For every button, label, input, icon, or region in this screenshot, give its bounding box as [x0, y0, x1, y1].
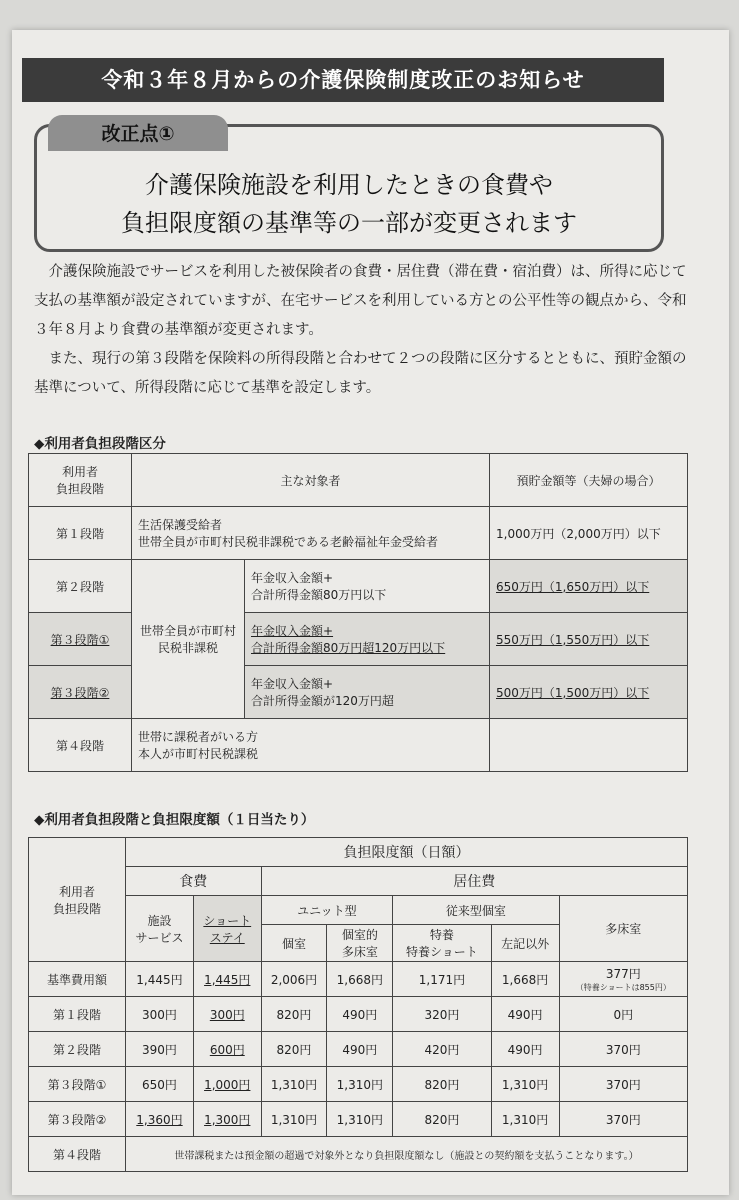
savings-cell: 500万円（1,500万円）以下 [490, 666, 688, 719]
level-cell: 第３段階② [29, 1102, 126, 1137]
table-row [29, 1067, 688, 1102]
value-cell: 1,310円 [491, 1102, 559, 1137]
level-cell: 第３段階② [29, 666, 132, 719]
header-limit: 負担限度額（日額） [126, 838, 688, 867]
value-cell: 490円 [327, 1032, 393, 1067]
header-other: 左記以外 [491, 925, 559, 962]
value-cell: 300円 [126, 997, 194, 1032]
target-cell: 年金収入金額+ 合計所得金額が120万円超 [245, 666, 490, 719]
value-cell: 820円 [393, 1102, 491, 1137]
value-cell: 320円 [393, 997, 491, 1032]
level-cell: 第２段階 [29, 1032, 126, 1067]
value-cell: 0円 [559, 997, 687, 1032]
header-food: 食費 [126, 867, 262, 896]
section-heading-1: ◆利用者負担段階区分 [34, 436, 166, 452]
value-cell: 490円 [491, 997, 559, 1032]
table-row [29, 719, 688, 772]
savings-cell [490, 719, 688, 772]
table-row [29, 613, 688, 666]
value-cell: 1,310円 [327, 1102, 393, 1137]
value-cell: 1,310円 [327, 1067, 393, 1102]
header-private: 個室 [261, 925, 327, 962]
intro-text [34, 258, 690, 403]
header-level: 利用者 負担段階 [29, 454, 132, 507]
value-cell: 1,445円 [126, 962, 194, 997]
multi-value: 377円 [605, 967, 641, 981]
value-cell: 420円 [393, 1032, 491, 1067]
header-tokuyo: 特養 特養ショート [393, 925, 491, 962]
intro-paragraph-1: 介護保険施設でサービスを利用した被保険者の食費・居住費（滞在費・宿泊費）は、所得に応じて支払の基準額が設定されていますが、在宅サービスを利用している方との公平性等の観点から、令和３年８月より食費の基準額が変更されます。 [34, 264, 687, 338]
table-row [29, 666, 688, 719]
savings-cell: 550万円（1,550万円）以下 [490, 613, 688, 666]
table-row [29, 507, 688, 560]
table-row [29, 1137, 688, 1172]
table-row [29, 1102, 688, 1137]
savings-cell: 1,000万円（2,000万円）以下 [490, 507, 688, 560]
header-short-stay: ショート ステイ [193, 896, 261, 962]
value-cell: 820円 [261, 1032, 327, 1067]
table-row [29, 997, 688, 1032]
level-cell: 第１段階 [29, 507, 132, 560]
value-cell: 1,000円 [193, 1067, 261, 1102]
value-cell: 490円 [327, 997, 393, 1032]
value-cell: 1,310円 [261, 1067, 327, 1102]
value-cell: 300円 [193, 997, 261, 1032]
value-cell: 1,445円 [193, 962, 261, 997]
header-facility: 施設 サービス [126, 896, 194, 962]
limit-amount-table [28, 837, 688, 1172]
value-cell: 390円 [126, 1032, 194, 1067]
value-cell: 1,310円 [261, 1102, 327, 1137]
header-level: 利用者 負担段階 [29, 838, 126, 962]
target-cell: 生活保護受給者 世帯全員が市町村民税非課税である老齢福祉年金受給者 [132, 507, 490, 560]
value-cell: 1,310円 [491, 1067, 559, 1102]
value-cell: 370円 [559, 1067, 687, 1102]
nontaxed-cell: 世帯全員が市町村民税非課税 [132, 560, 245, 719]
multi-note: （特養ショートは855円） [575, 983, 671, 992]
table-row [29, 962, 688, 997]
level-cell: 第４段階 [29, 719, 132, 772]
intro-paragraph-2: また、現行の第３段階を保険料の所得段階と合わせて２つの段階に区分するとともに、預貯金額の基準について、所得段階に応じて基準を設定します。 [34, 351, 687, 396]
header-conventional: 従来型個室 [393, 896, 559, 925]
value-cell: 650円 [126, 1067, 194, 1102]
level-cell: 基準費用額 [29, 962, 126, 997]
value-cell: 370円 [559, 1102, 687, 1137]
level-cell: 第３段階① [29, 1067, 126, 1102]
value-cell: 820円 [261, 997, 327, 1032]
level-cell: 第３段階① [29, 613, 132, 666]
level-cell: 第１段階 [29, 997, 126, 1032]
value-cell: 370円 [559, 1032, 687, 1067]
value-cell: 1,668円 [327, 962, 393, 997]
level-cell: 第４段階 [29, 1137, 126, 1172]
value-cell: 2,006円 [261, 962, 327, 997]
savings-cell: 650万円（1,650万円）以下 [490, 560, 688, 613]
header-multi: 多床室 [559, 896, 687, 962]
no-limit-note: 世帯課税または預金額の超過で対象外となり負担限度額なし（施設との契約額を支払うことなります。） [126, 1137, 688, 1172]
page-title: 令和３年８月からの介護保険制度改正のお知らせ [22, 58, 664, 102]
headline-line-1: 介護保険施設を利用したときの食費や [145, 171, 553, 199]
value-cell: 600円 [193, 1032, 261, 1067]
value-cell: 490円 [491, 1032, 559, 1067]
revision-tag: 改正点① [48, 115, 228, 151]
header-housing: 居住費 [261, 867, 687, 896]
headline-line-2: 負担限度額の基準等の一部が変更されます [121, 209, 577, 237]
table-row [29, 560, 688, 613]
value-cell: 820円 [393, 1067, 491, 1102]
header-semi-private: 個室的 多床室 [327, 925, 393, 962]
target-cell: 世帯に課税者がいる方 本人が市町村民税課税 [132, 719, 490, 772]
value-cell [559, 962, 687, 997]
burden-level-table [28, 453, 688, 772]
section-heading-2: ◆利用者負担段階と負担限度額（１日当たり） [34, 812, 315, 828]
target-cell: 年金収入金額+ 合計所得金額80万円超120万円以下 [245, 613, 490, 666]
target-cell: 年金収入金額+ 合計所得金額80万円以下 [245, 560, 490, 613]
header-savings: 預貯金額等（夫婦の場合） [490, 454, 688, 507]
value-cell: 1,668円 [491, 962, 559, 997]
value-cell: 1,360円 [126, 1102, 194, 1137]
value-cell: 1,171円 [393, 962, 491, 997]
table-row [29, 1032, 688, 1067]
level-cell: 第２段階 [29, 560, 132, 613]
header-unit: ユニット型 [261, 896, 393, 925]
value-cell: 1,300円 [193, 1102, 261, 1137]
header-target: 主な対象者 [132, 454, 490, 507]
